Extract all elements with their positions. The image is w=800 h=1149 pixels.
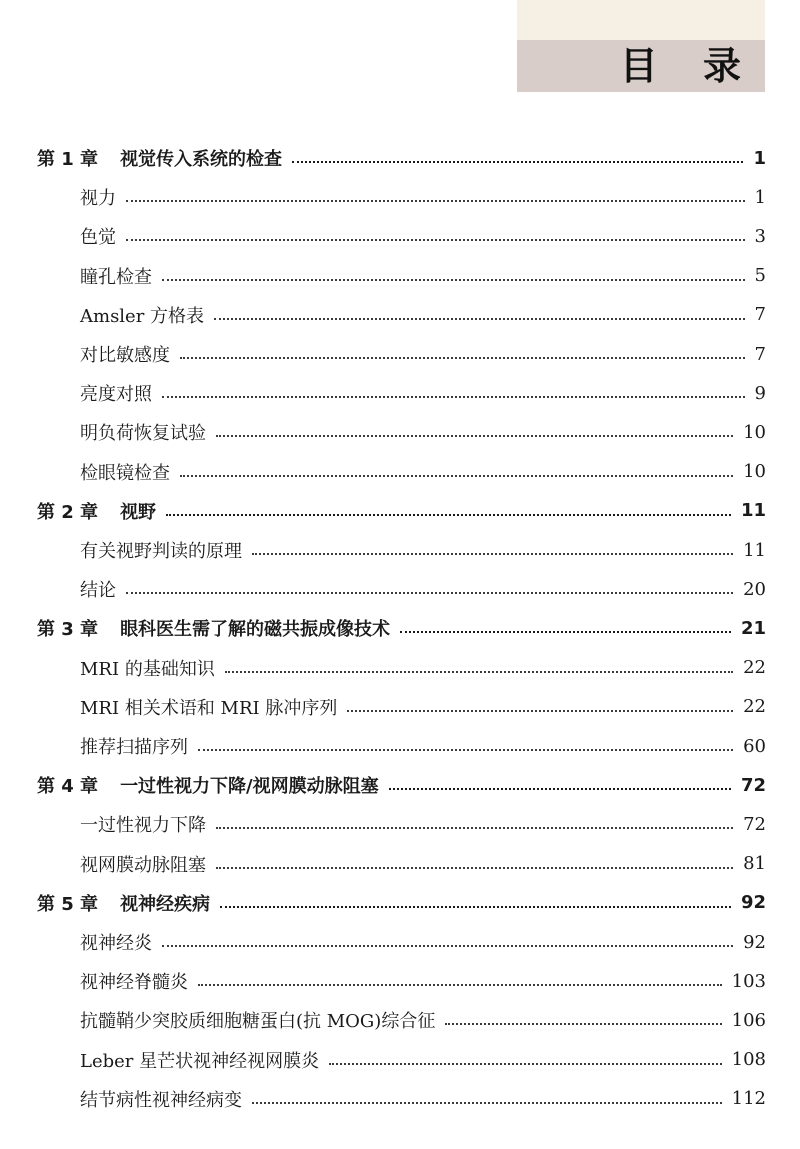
chapter-title: 眼科医生需了解的磁共振成像技术 <box>120 619 391 641</box>
header-top-band <box>517 0 765 40</box>
toc-row-content <box>80 1081 766 1117</box>
section-title: Leber 星芒状视神经视网膜炎 <box>80 1050 320 1072</box>
toc-row-content <box>37 767 766 803</box>
toc-section-row[interactable] <box>0 454 800 490</box>
toc-row-content <box>80 1002 766 1038</box>
toc-section-row[interactable] <box>0 1002 800 1038</box>
toc-row-content <box>80 179 766 215</box>
dot-leader <box>198 747 733 751</box>
dot-leader <box>126 590 733 594</box>
chapter-title: 一过性视力下降/视网膜动脉阻塞 <box>120 776 379 798</box>
chapter-label: 第 5 章 <box>37 893 99 915</box>
section-title: 抗髓鞘少突胶质细胞糖蛋白(抗 MOG)综合征 <box>80 1011 436 1033</box>
dot-leader <box>162 394 745 398</box>
section-title: 视网膜动脉阻塞 <box>80 854 206 876</box>
section-title: 瞳孔检查 <box>80 266 152 288</box>
toc-chapter-row[interactable] <box>0 493 800 529</box>
page-number: 72 <box>743 813 766 835</box>
section-title: 检眼镜检查 <box>80 462 170 484</box>
page-number: 92 <box>740 892 766 914</box>
dot-leader <box>162 277 745 281</box>
page-number: 20 <box>743 578 766 600</box>
dot-leader <box>126 198 745 202</box>
section-title: 一过性视力下降 <box>80 815 206 837</box>
page-number: 5 <box>754 265 766 287</box>
toc-row-content <box>37 140 766 176</box>
page-number: 81 <box>743 853 766 875</box>
page-number: 3 <box>754 225 766 247</box>
toc-row-content <box>80 963 766 999</box>
chapter-title: 视觉传入系统的检查 <box>120 149 283 170</box>
dot-leader <box>225 669 733 673</box>
section-title: 视神经脊髓炎 <box>80 972 188 994</box>
section-title: 结论 <box>80 580 116 602</box>
toc-section-row[interactable] <box>0 924 800 960</box>
toc-row-content <box>80 218 766 254</box>
section-title: 明负荷恢复试验 <box>80 423 206 445</box>
toc-row-content <box>80 924 766 960</box>
page-number: 10 <box>743 421 766 443</box>
toc-section-row[interactable] <box>0 1081 800 1117</box>
dot-leader <box>220 904 731 908</box>
toc-row-content <box>80 728 766 764</box>
toc-section-row[interactable] <box>0 414 800 450</box>
toc-row-content <box>80 1042 766 1078</box>
section-title: 色觉 <box>80 227 116 249</box>
toc-section-row[interactable] <box>0 258 800 294</box>
page-number: 60 <box>743 735 766 757</box>
toc-row-content <box>37 493 766 529</box>
toc-section-row[interactable] <box>0 179 800 215</box>
toc-row-content <box>80 806 766 842</box>
toc-section-row[interactable] <box>0 728 800 764</box>
dot-leader <box>329 1061 722 1065</box>
page-number: 92 <box>743 931 766 953</box>
page-number: 11 <box>743 539 766 561</box>
section-title: 有关视野判读的原理 <box>80 541 242 562</box>
toc-chapter-row[interactable] <box>0 140 800 176</box>
page-number: 103 <box>731 970 766 992</box>
section-title: 推荐扫描序列 <box>80 737 188 758</box>
chapter-title: 视神经疾病 <box>120 893 211 915</box>
page-number: 108 <box>731 1049 766 1071</box>
toc-row-content <box>80 258 766 294</box>
page-number: 1 <box>754 186 766 208</box>
toc-row-content <box>37 885 766 921</box>
page-number: 22 <box>743 696 766 718</box>
toc-row-content <box>80 375 766 411</box>
dot-leader <box>180 355 745 359</box>
toc-row-content <box>37 610 766 646</box>
section-title: 视力 <box>80 188 116 210</box>
toc-row-content <box>80 414 766 450</box>
toc-row-content <box>80 454 766 490</box>
dot-leader <box>216 825 733 829</box>
page-number: 7 <box>754 343 766 365</box>
dot-leader <box>389 786 731 790</box>
toc-section-row[interactable] <box>0 297 800 333</box>
toc-section-row[interactable] <box>0 532 800 568</box>
toc-row-content <box>80 846 766 882</box>
page-number: 22 <box>743 657 766 679</box>
toc-section-row[interactable] <box>0 806 800 842</box>
toc-section-row[interactable] <box>0 650 800 686</box>
page-number: 112 <box>731 1088 766 1110</box>
toc-section-row[interactable] <box>0 375 800 411</box>
section-title: 视神经炎 <box>80 933 152 954</box>
dot-leader <box>216 433 733 437</box>
dot-leader <box>162 943 733 947</box>
section-title: 结节病性视神经病变 <box>80 1089 242 1111</box>
dot-leader <box>445 1021 721 1025</box>
toc-chapter-row[interactable] <box>0 885 800 921</box>
toc-section-row[interactable] <box>0 1042 800 1078</box>
section-title: 亮度对照 <box>80 384 152 406</box>
toc-row-content <box>80 297 766 333</box>
section-title: Amsler 方格表 <box>80 305 205 327</box>
toc-section-row[interactable] <box>0 571 800 607</box>
chapter-title: 视野 <box>120 501 157 523</box>
section-title: MRI 相关术语和 MRI 脉冲序列 <box>80 697 338 719</box>
page-number: 7 <box>754 304 766 326</box>
dot-leader <box>216 865 733 869</box>
page-title: 目 录 <box>619 44 757 88</box>
dot-leader <box>252 1100 722 1104</box>
dot-leader <box>347 708 733 712</box>
dot-leader <box>252 551 733 555</box>
page-number: 21 <box>740 617 766 639</box>
dot-leader <box>126 237 745 241</box>
toc-row-content <box>80 650 766 686</box>
toc-section-row[interactable] <box>0 963 800 999</box>
toc-header <box>517 0 765 92</box>
toc-row-content <box>80 532 766 568</box>
dot-leader <box>292 159 743 163</box>
chapter-label: 第 1 章 <box>37 149 99 170</box>
page-number: 10 <box>743 461 766 483</box>
toc-section-row[interactable] <box>0 689 800 725</box>
section-title: MRI 的基础知识 <box>80 658 215 680</box>
page-number: 11 <box>740 500 766 522</box>
chapter-label: 第 3 章 <box>37 619 99 641</box>
dot-leader <box>198 982 722 986</box>
chapter-label: 第 4 章 <box>37 776 99 798</box>
toc-section-row[interactable] <box>0 846 800 882</box>
toc-section-row[interactable] <box>0 336 800 372</box>
page-number: 1 <box>753 147 766 169</box>
toc-section-row[interactable] <box>0 218 800 254</box>
dot-leader <box>166 512 731 516</box>
page-number: 9 <box>754 382 766 404</box>
dot-leader <box>180 473 733 477</box>
dot-leader <box>400 629 731 633</box>
page-number: 106 <box>731 1009 766 1031</box>
section-title: 对比敏感度 <box>80 345 170 366</box>
toc-row-content <box>80 689 766 725</box>
toc-row-content <box>80 571 766 607</box>
page-number: 72 <box>740 774 766 796</box>
toc-chapter-row[interactable] <box>0 767 800 803</box>
toc-chapter-row[interactable] <box>0 610 800 646</box>
dot-leader <box>214 316 745 320</box>
toc-row-content <box>80 336 766 372</box>
chapter-label: 第 2 章 <box>37 501 99 523</box>
